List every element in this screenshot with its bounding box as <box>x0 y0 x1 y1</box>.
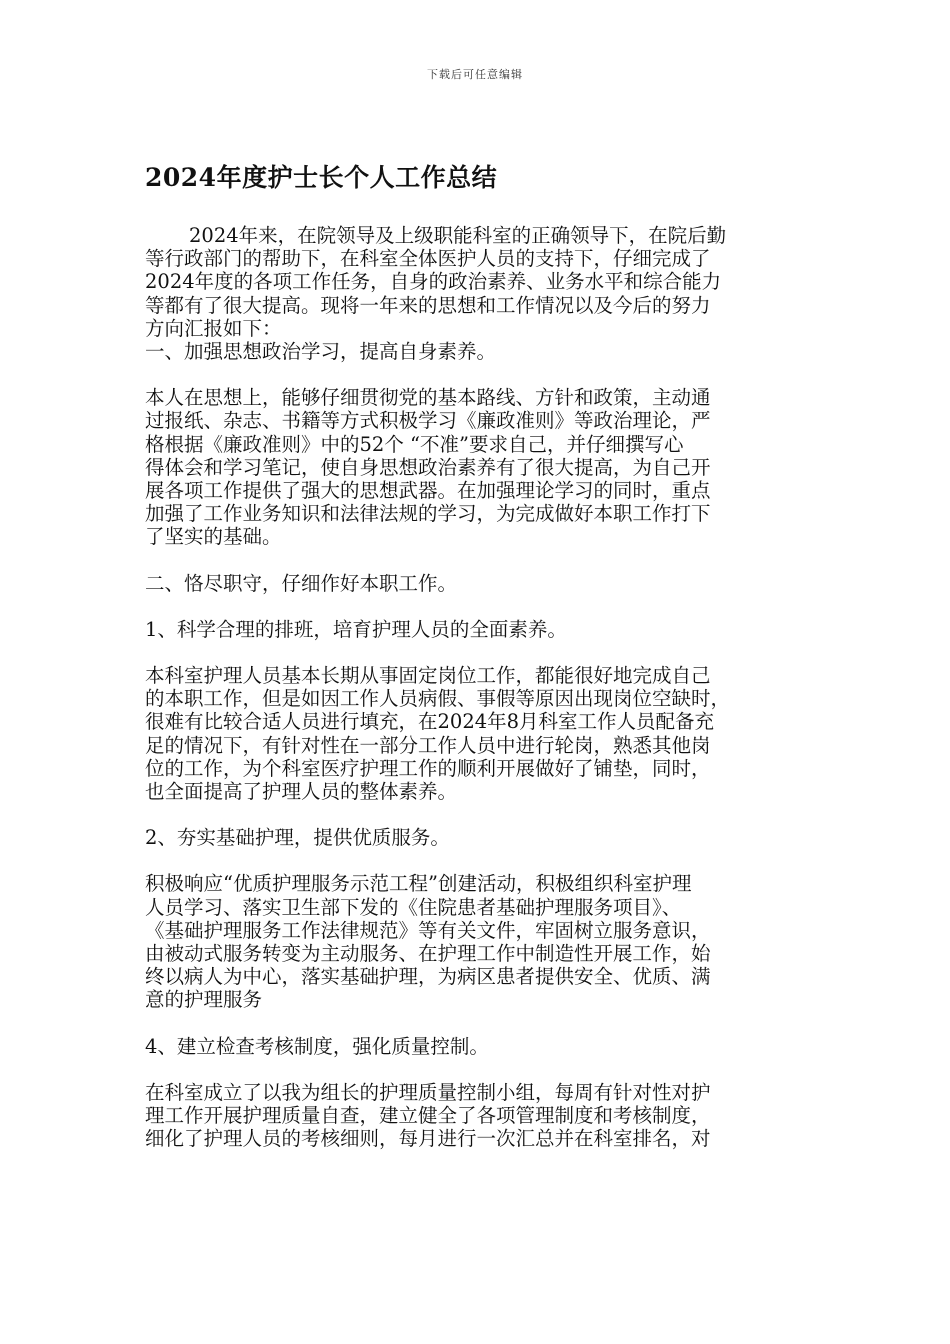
text-line: 的本职工作，但是如因工作人员病假、事假等原因出现岗位空缺时， <box>145 687 731 711</box>
text-line: 位的工作，为个科室医疗护理工作的顺利开展做好了铺垫，同时， <box>145 756 711 780</box>
text-line: 意的护理服务 <box>145 988 263 1012</box>
item-4-heading: 4、建立检查考核制度，强化质量控制。 <box>145 1034 489 1058</box>
text-line: 人员学习、落实卫生部下发的《住院患者基础护理服务项目》、 <box>145 895 682 919</box>
document-body <box>145 224 805 1151</box>
text-line: 细化了护理人员的考核细则，每月进行一次汇总并在科室排名，对 <box>145 1127 711 1151</box>
section-2-heading: 二、恪尽职守，仔细作好本职工作。 <box>145 571 458 595</box>
document-title: 2024年度护士长个人工作总结 <box>145 163 498 192</box>
text-line: 格根据《廉政准则》中的52个 “不准”要求自己，并仔细撰写心 <box>145 432 684 456</box>
text-line: 理工作开展护理质量自查，建立健全了各项管理制度和考核制度， <box>145 1104 711 1128</box>
text-line: 2024年来，在院领导及上级职能科室的正确领导下，在院后勤 <box>189 224 727 247</box>
text-line: 展各项工作提供了强大的思想武器。在加强理论学习的同时，重点 <box>145 479 711 503</box>
text-line: 本人在思想上，能够仔细贯彻党的基本路线、方针和政策，主动通 <box>145 386 711 410</box>
text-line: 过报纸、杂志、书籍等方式积极学习《廉政准则》等政治理论，严 <box>145 409 711 433</box>
section-1-paragraph <box>145 386 805 548</box>
text-line: 等行政部门的帮助下，在科室全体医护人员的支持下，仔细完成了 <box>145 247 711 271</box>
text-line: 等都有了很大提高。现将一年来的思想和工作情况以及今后的努力 <box>145 293 711 317</box>
text-line: 积极响应“优质护理服务示范工程”创建活动，积极组织科室护理 <box>145 872 692 896</box>
text-line: 加强了工作业务知识和法律法规的学习，为完成做好本职工作打下 <box>145 502 711 526</box>
item-2-paragraph <box>145 872 805 1011</box>
text-line: 也全面提高了护理人员的整体素养。 <box>145 780 458 804</box>
item-1-paragraph <box>145 664 805 803</box>
text-line: 足的情况下，有针对性在一部分工作人员中进行轮岗，熟悉其他岗 <box>145 733 711 757</box>
item-2-heading: 2、夯实基础护理，提供优质服务。 <box>145 826 450 850</box>
text-line: 在科室成立了以我为组长的护理质量控制小组，每周有针对性对护 <box>145 1080 711 1104</box>
header-note: 下载后可任意编辑 <box>427 68 523 81</box>
section-1-heading: 一、加强思想政治学习，提高自身素养。 <box>145 340 497 364</box>
text-line: 方向汇报如下： <box>145 316 282 340</box>
item-1-heading: 1、科学合理的排班，培育护理人员的全面素养。 <box>145 617 567 641</box>
text-line: 终以病人为中心，落实基础护理，为病区患者提供安全、优质、满 <box>145 965 711 989</box>
text-line: 了坚实的基础。 <box>145 525 282 549</box>
text-line: 很难有比较合适人员进行填充，在2024年8月科室工作人员配备充 <box>145 710 715 734</box>
text-line: 《基础护理服务工作法律规范》等有关文件，牢固树立服务意识， <box>145 918 711 942</box>
text-line: 本科室护理人员基本长期从事固定岗位工作，都能很好地完成自己 <box>145 664 711 688</box>
text-line: 得体会和学习笔记，使自身思想政治素养有了很大提高，为自己开 <box>145 455 711 479</box>
text-line: 由被动式服务转变为主动服务、在护理工作中制造性开展工作，始 <box>145 942 711 966</box>
text-line: 2024年度的各项工作任务，自身的政治素养、业务水平和综合能力 <box>145 270 722 294</box>
intro-paragraph <box>145 224 805 340</box>
item-4-paragraph <box>145 1081 805 1151</box>
